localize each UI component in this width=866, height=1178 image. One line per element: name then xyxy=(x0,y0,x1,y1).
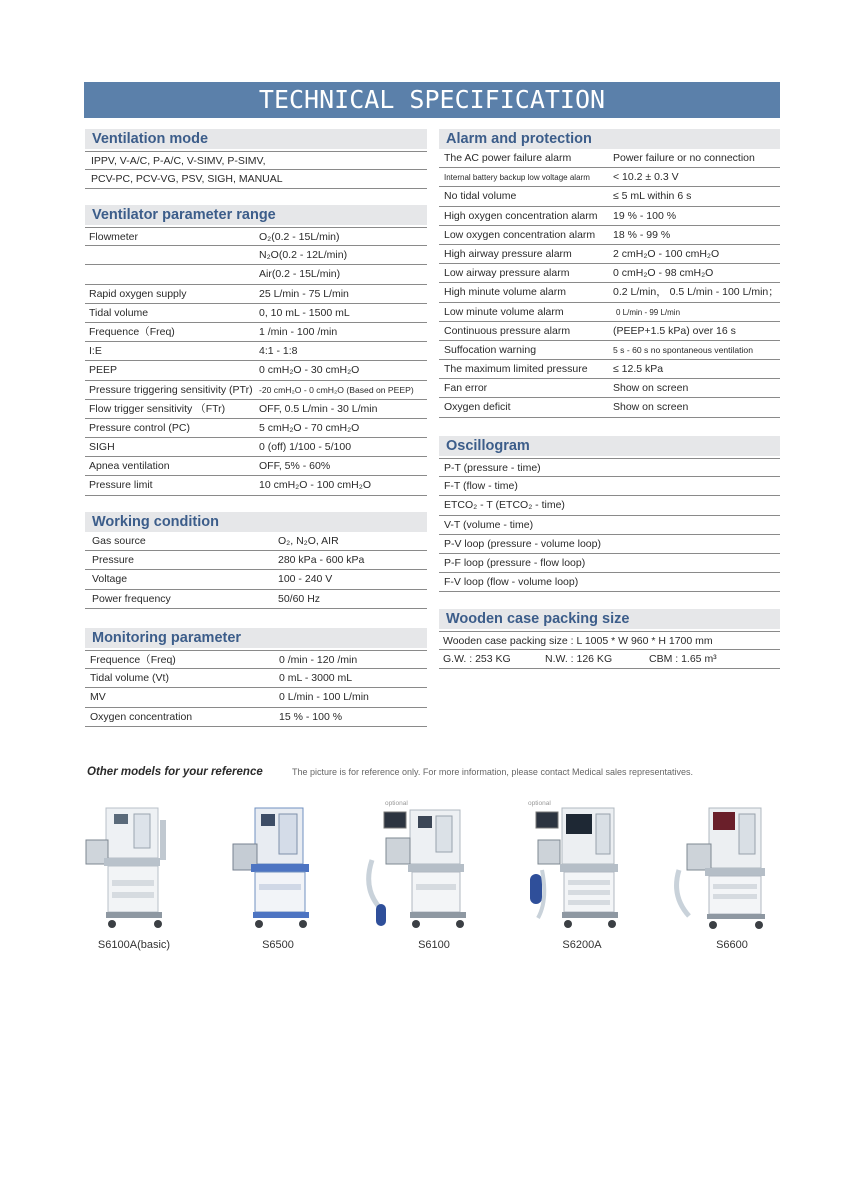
other-models-title: Other models for your reference xyxy=(87,766,263,778)
model-s6100-image xyxy=(362,800,492,940)
section-heading: Ventilator parameter range xyxy=(85,205,427,225)
section-heading: Working condition xyxy=(85,512,427,532)
wooden-case-section xyxy=(439,609,780,669)
model-label: S6600 xyxy=(716,939,748,951)
table-row: Low minute volume alarm 0 L/min - 99 L/min xyxy=(439,303,780,322)
section-heading: Alarm and protection xyxy=(439,129,780,149)
reference-note: The picture is for reference only. For more information, please contact Medical sales representatives. xyxy=(292,767,694,777)
section-heading: Monitoring parameter xyxy=(85,628,427,648)
table-row: Frequence（Freq) 1 /min - 100 /min xyxy=(85,323,427,342)
table-row: High oxygen concentration alarm 19 % - 100 % xyxy=(439,207,780,226)
table-row: Gas source O₂, N₂O, AIR xyxy=(85,532,427,551)
table-row: Power frequency 50/60 Hz xyxy=(85,590,427,609)
table-row: High minute volume alarm 0.2 L/min， 0.5 L/min - 100 L/min； xyxy=(439,283,780,302)
table-row: Apnea ventilation OFF, 5% - 60% xyxy=(85,457,427,476)
table-row: Internal battery backup low voltage alarm < 10.2 ± 0.3 V xyxy=(439,168,780,187)
model-s6500-image xyxy=(215,800,345,940)
table-row: Wooden case packing size : L 1005 * W 960 * H 1700 mm xyxy=(439,631,780,650)
table-row: High airway pressure alarm 2 cmH₂O - 100 cmH₂O xyxy=(439,245,780,264)
table-row: Low airway pressure alarm 0 cmH₂O - 98 cmH₂O xyxy=(439,264,780,283)
table-row: Frequence（Freq) 0 /min - 120 /min xyxy=(85,650,427,669)
anesthesia-machine-icon xyxy=(508,800,638,935)
anesthesia-machine-icon xyxy=(215,800,345,935)
table-row: P-V loop (pressure - volume loop) xyxy=(439,535,780,554)
table-row: Pressure control (PC) 5 cmH₂O - 70 cmH₂O xyxy=(85,419,427,438)
table-row: Suffocation warning 5 s - 60 s no spontaneous ventilation xyxy=(439,341,780,360)
table-row: P-T (pressure - time) xyxy=(439,458,780,477)
optional-label: optional xyxy=(385,800,408,807)
monitoring-parameter-section xyxy=(85,628,427,727)
table-row: V-T (volume - time) xyxy=(439,516,780,535)
anesthesia-machine-icon xyxy=(665,800,795,935)
model-s6100a-image xyxy=(78,800,208,940)
table-row: I:E 4:1 - 1:8 xyxy=(85,342,427,361)
table-row: Air(0.2 - 15L/min) xyxy=(85,265,427,284)
ventilator-parameter-section xyxy=(85,205,427,496)
anesthesia-machine-icon xyxy=(78,800,208,935)
optional-label: optional xyxy=(528,800,551,807)
table-row: Oxygen deficit Show on screen xyxy=(439,398,780,417)
table-row: Continuous pressure alarm (PEEP+1.5 kPa) over 16 s xyxy=(439,322,780,341)
model-label: S6100 xyxy=(418,939,450,951)
table-row: The maximum limited pressure ≤ 12.5 kPa xyxy=(439,360,780,379)
table-row: No tidal volume ≤ 5 mL within 6 s xyxy=(439,187,780,206)
table-row: G.W. : 253 KG N.W. : 126 KG CBM : 1.65 m³ xyxy=(439,650,780,669)
anesthesia-machine-icon xyxy=(362,800,492,935)
oscillogram-section xyxy=(439,436,780,592)
model-label: S6200A xyxy=(562,939,602,951)
table-row: Oxygen concentration 15 % - 100 % xyxy=(85,708,427,727)
table-row: Tidal volume 0, 10 mL - 1500 mL xyxy=(85,304,427,323)
section-heading: Wooden case packing size xyxy=(439,609,780,629)
table-row: MV 0 L/min - 100 L/min xyxy=(85,688,427,707)
model-s6200a-image xyxy=(508,800,638,940)
page-title: TECHNICAL SPECIFICATION xyxy=(258,85,606,114)
table-row: Flowmeter O₂(0.2 - 15L/min) xyxy=(85,227,427,246)
table-row: P-F loop (pressure - flow loop) xyxy=(439,554,780,573)
title-banner xyxy=(84,82,780,118)
model-s6600-image xyxy=(665,800,795,940)
section-heading: Ventilation mode xyxy=(85,129,427,149)
table-row: Pressure limit 10 cmH₂O - 100 cmH₂O xyxy=(85,476,427,495)
table-row: Tidal volume (Vt) 0 mL - 3000 mL xyxy=(85,669,427,688)
working-condition-section xyxy=(85,512,427,609)
table-row: ETCO₂ - T (ETCO₂ - time) xyxy=(439,496,780,515)
table-row: Voltage 100 - 240 V xyxy=(85,570,427,589)
table-row: N₂O(0.2 - 12L/min) xyxy=(85,246,427,265)
table-row: IPPV, V-A/C, P-A/C, V-SIMV, P-SIMV, xyxy=(85,151,427,170)
table-row: F-V loop (flow - volume loop) xyxy=(439,573,780,592)
model-label: S6500 xyxy=(262,939,294,951)
table-row: SIGH 0 (off) 1/100 - 5/100 xyxy=(85,438,427,457)
table-row: PEEP 0 cmH₂O - 30 cmH₂O xyxy=(85,361,427,380)
table-row: Rapid oxygen supply 25 L/min - 75 L/min xyxy=(85,285,427,304)
model-label: S6100A(basic) xyxy=(97,939,171,951)
table-row: Pressure 280 kPa - 600 kPa xyxy=(85,551,427,570)
ventilation-mode-section xyxy=(85,129,427,189)
alarm-protection-section xyxy=(439,129,780,418)
table-row: The AC power failure alarm Power failure or no connection xyxy=(439,149,780,168)
table-row: Fan error Show on screen xyxy=(439,379,780,398)
table-row: Flow trigger sensitivity （FTr) OFF, 0.5 L/min - 30 L/min xyxy=(85,400,427,419)
table-row: F-T (flow - time) xyxy=(439,477,780,496)
section-heading: Oscillogram xyxy=(439,436,780,456)
table-row: Low oxygen concentration alarm 18 % - 99 % xyxy=(439,226,780,245)
table-row: PCV-PC, PCV-VG, PSV, SIGH, MANUAL xyxy=(85,170,427,189)
table-row: Pressure triggering sensitivity (PTr) -20 cmH₂O - 0 cmH₂O (Based on PEEP) xyxy=(85,381,427,400)
